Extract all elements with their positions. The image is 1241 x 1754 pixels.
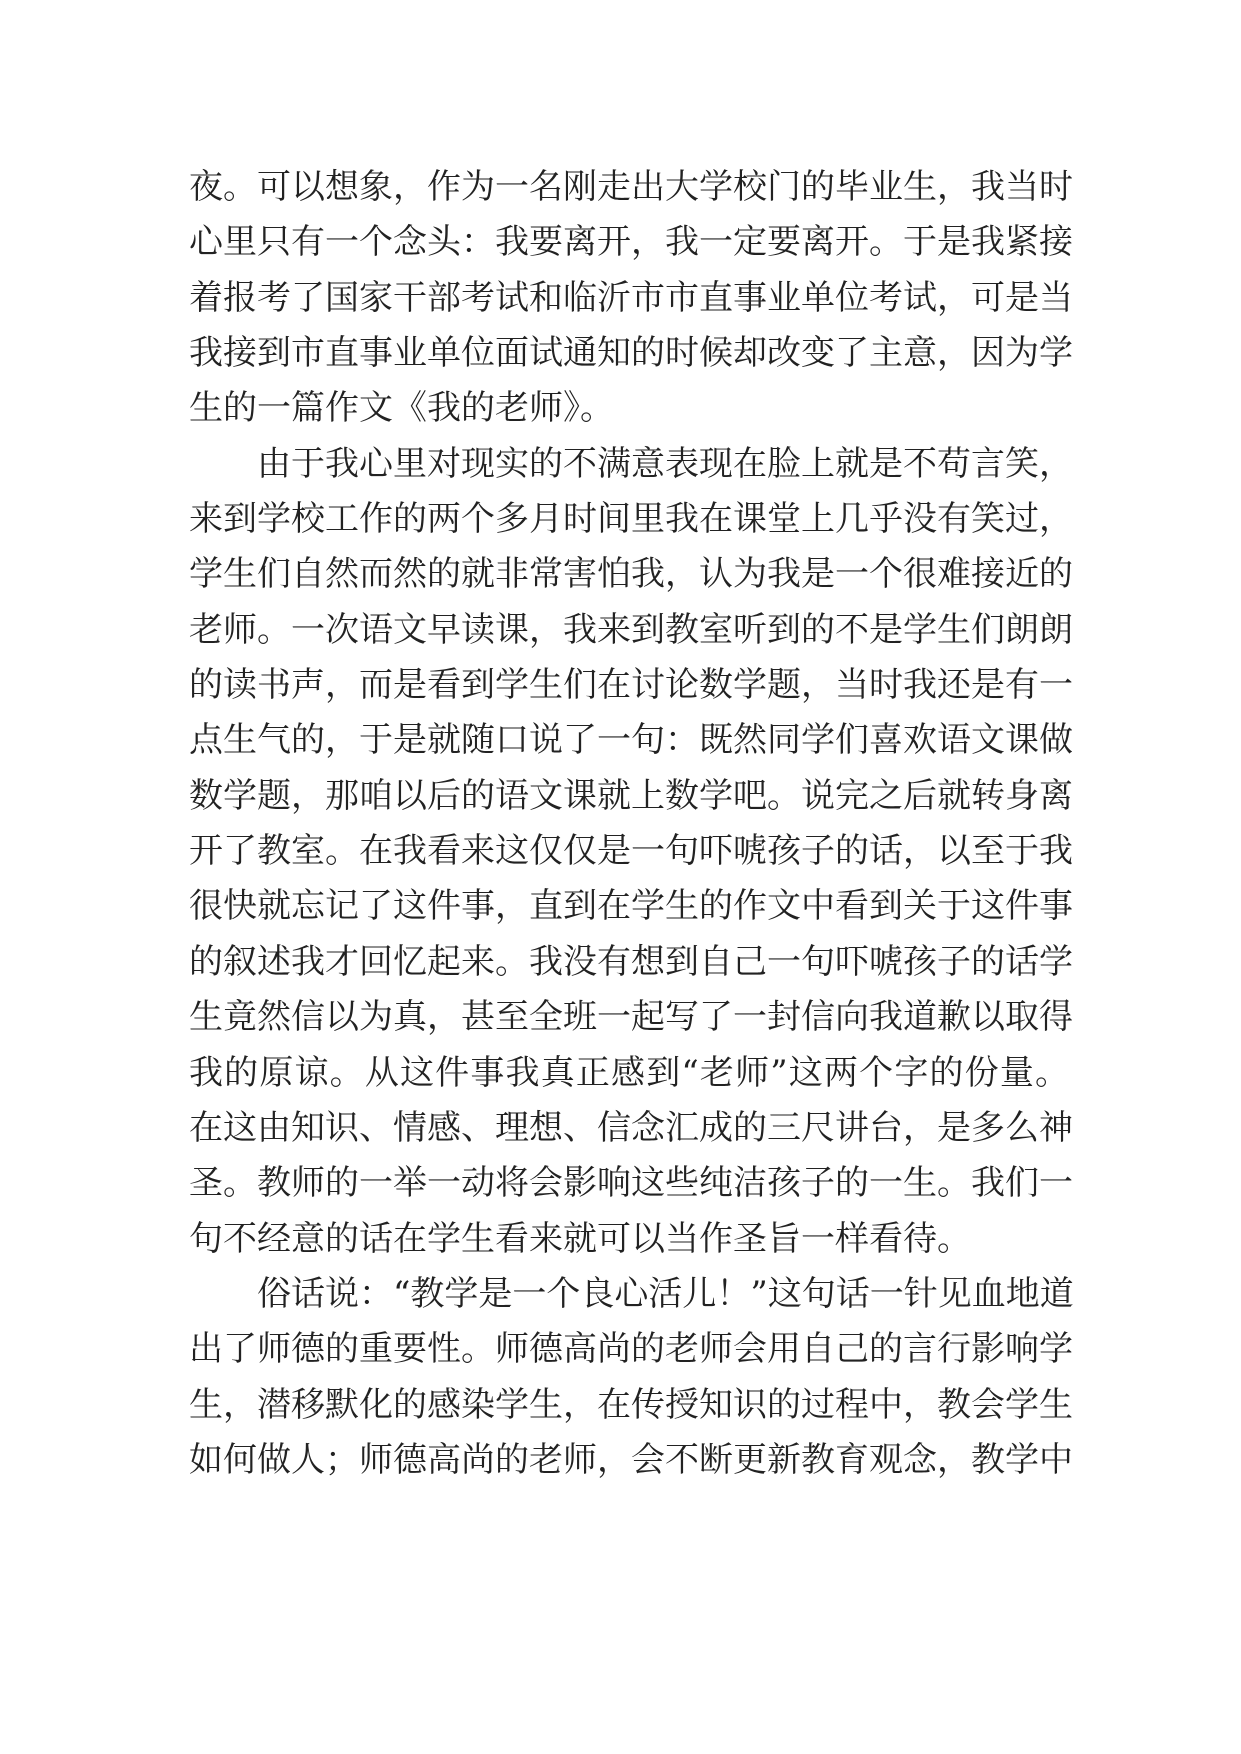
text-line: 句不经意的话在学生看来就可以当作圣旨一样看待。 bbox=[189, 1218, 971, 1259]
text-line: 点生气的，于是就随口说了一句：既然同学们喜欢语文课做 bbox=[189, 720, 1073, 761]
text-line: 生竟然信以为真，甚至全班一起写了一封信向我道歉以取得 bbox=[189, 997, 1073, 1038]
text-line: 出了师德的重要性。师德高尚的老师会用自己的言行影响学 bbox=[189, 1329, 1073, 1370]
text-line: 很快就忘记了这件事，直到在学生的作文中看到关于这件事 bbox=[189, 886, 1073, 927]
paragraph-2 bbox=[189, 437, 1073, 1267]
text-line: 心里只有一个念头：我要离开，我一定要离开。于是我紧接 bbox=[189, 222, 1073, 263]
body-text bbox=[189, 160, 1074, 1488]
text-line: 我接到市直事业单位面试通知的时候却改变了主意，因为学 bbox=[189, 333, 1073, 374]
text-line: 的叙述我才回忆起来。我没有想到自己一句吓唬孩子的话学 bbox=[189, 941, 1073, 982]
text-line: 圣。教师的一举一动将会影响这些纯洁孩子的一生。我们一 bbox=[189, 1163, 1073, 1204]
text-line: 生，潜移默化的感染学生，在传授知识的过程中，教会学生 bbox=[189, 1384, 1073, 1425]
text-line: 在这由知识、情感、理想、信念汇成的三尺讲台，是多么神 bbox=[189, 1107, 1073, 1148]
text-line: 生的一篇作文《我的老师》。 bbox=[189, 388, 614, 429]
text-line: 开了教室。在我看来这仅仅是一句吓唬孩子的话，以至于我 bbox=[189, 831, 1073, 872]
text-line: 俗话说：“教学是一个良心活儿！”这句话一针见血地道 bbox=[257, 1273, 1074, 1314]
text-line: 数学题，那咱以后的语文课就上数学吧。说完之后就转身离 bbox=[189, 775, 1073, 816]
text-line: 由于我心里对现实的不满意表现在脸上就是不苟言笑， bbox=[257, 443, 1073, 484]
text-line: 来到学校工作的两个多月时间里我在课堂上几乎没有笑过， bbox=[189, 499, 1073, 540]
text-line: 老师。一次语文早读课，我来到教室听到的不是学生们朗朗 bbox=[189, 609, 1073, 650]
paragraph-1 bbox=[189, 160, 1073, 437]
text-line: 学生们自然而然的就非常害怕我，认为我是一个很难接近的 bbox=[189, 554, 1073, 595]
text-line: 的读书声，而是看到学生们在讨论数学题，当时我还是有一 bbox=[189, 665, 1073, 706]
text-line: 着报考了国家干部考试和临沂市市直事业单位考试，可是当 bbox=[189, 277, 1073, 318]
text-line: 夜。可以想象，作为一名刚走出大学校门的毕业生，我当时 bbox=[189, 167, 1073, 207]
text-line: 我的原谅。从这件事我真正感到“老师”这两个字的份量。 bbox=[189, 1052, 1069, 1093]
text-line: 如何做人；师德高尚的老师，会不断更新教育观念，教学中 bbox=[189, 1439, 1073, 1480]
paragraph-3 bbox=[189, 1267, 1074, 1488]
